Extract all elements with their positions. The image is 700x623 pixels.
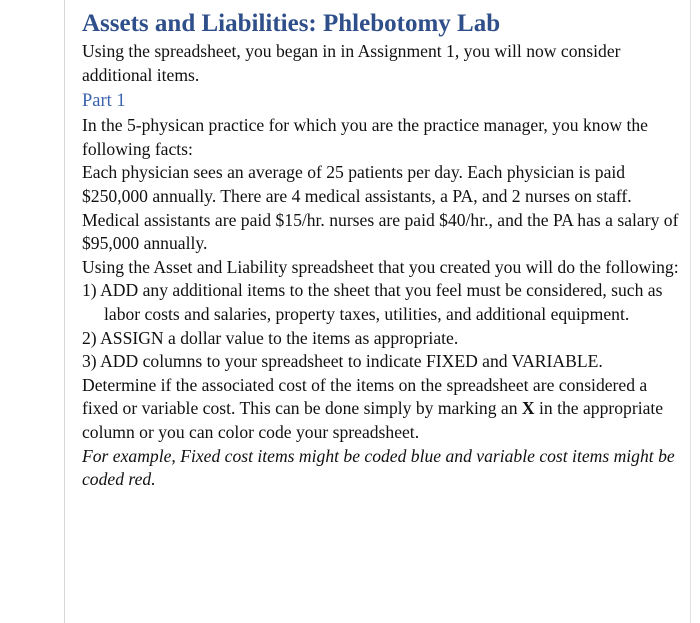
task-intro-paragraph: Using the Asset and Liability spreadsheet that you created you will do the following: — [82, 256, 679, 277]
intro-paragraph: Using the spreadsheet, you began in in Assignment 1, you will now consider additional items. — [82, 41, 621, 85]
page-edge-right — [690, 0, 691, 623]
facts-paragraph: Each physician sees an average of 25 patients per day. Each physician is paid $250,000 annually. There are 4 medical assistants, a PA, and 2 nurses on staff. Medical assistants are paid $15/hr. nurses are paid $40/hr., and the PA has a salary of $95,000 annually. — [82, 162, 679, 254]
step-add-items: 1) ADD any additional items to the sheet that you feel must be considered, such as labor costs and salaries, property taxes, utilities, and additional equipment. — [82, 280, 663, 324]
steps-list — [82, 279, 682, 373]
step-add-columns: 3) ADD columns to your spreadsheet to indicate FIXED and VARIABLE. — [82, 351, 603, 372]
determine-text-after: in the appropriate column or you can color code your spreadsheet. — [82, 398, 664, 442]
page-edge-left — [64, 0, 65, 623]
facts-intro-paragraph: In the 5-physican practice for which you are the practice manager, you know the following facts: — [82, 115, 648, 159]
step-assign-value: 2) ASSIGN a dollar value to the items as appropriate. — [82, 327, 459, 348]
assignment-document — [82, 8, 682, 492]
document-title: Assets and Liabilities: Phlebotomy Lab — [82, 10, 501, 37]
example-paragraph: For example, Fixed cost items might be coded blue and variable cost items might be coded red. — [82, 445, 675, 490]
part-heading: Part 1 — [82, 91, 126, 112]
determine-text-before: Determine if the associated cost of the items on the spreadsheet are considered a fixed or variable cost. This can be done simply by marking an — [82, 374, 648, 419]
mark-x: X — [521, 398, 535, 419]
determine-paragraph — [82, 374, 682, 445]
